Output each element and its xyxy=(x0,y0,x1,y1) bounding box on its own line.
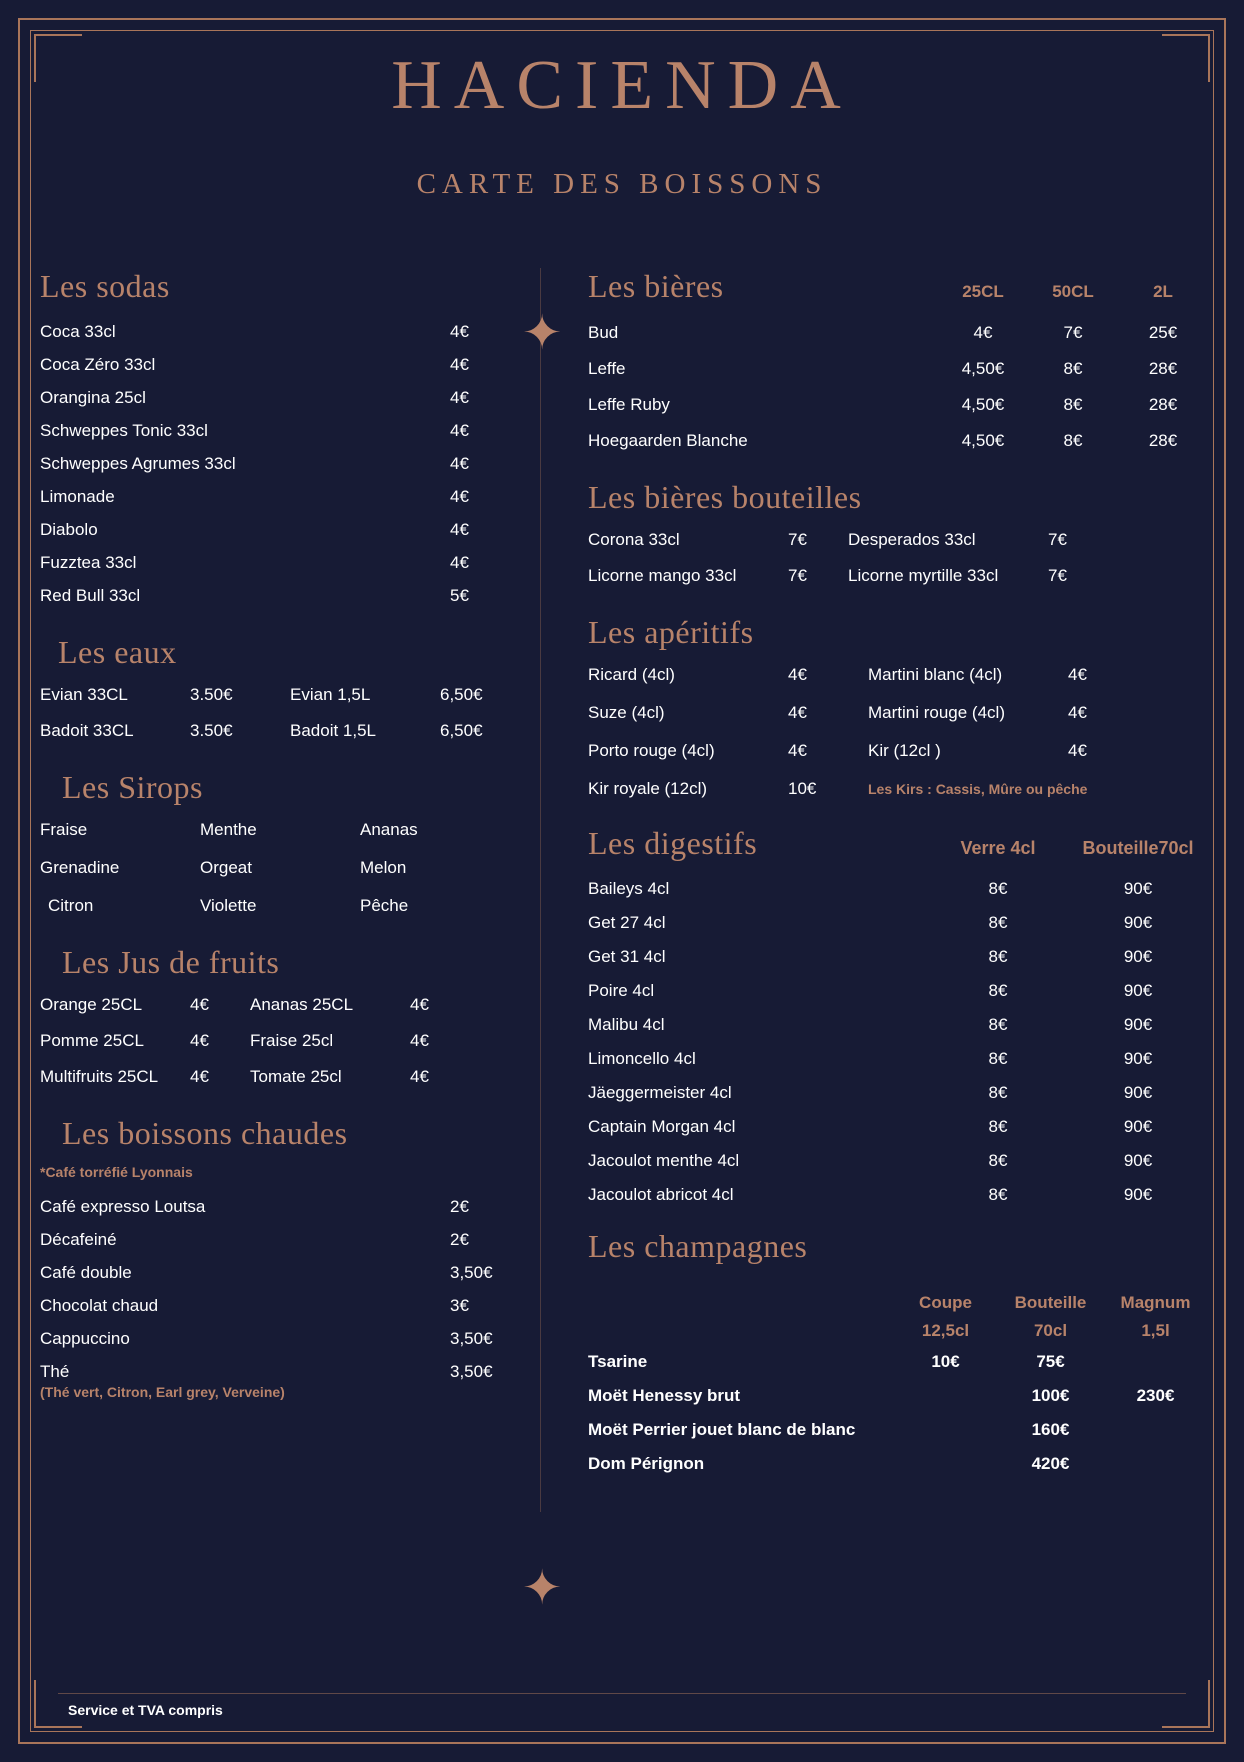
spacer xyxy=(588,1293,893,1313)
column-header: Magnum xyxy=(1120,1293,1191,1312)
digestifs-header-row xyxy=(588,825,1208,862)
cell: 4€ xyxy=(1068,741,1087,760)
cell: Melon xyxy=(360,858,407,877)
cell: Corona 33cl xyxy=(588,530,680,549)
item-name: Schweppes Tonic 33cl xyxy=(40,421,208,440)
left-column xyxy=(40,268,520,1406)
column-header: 12,5cl xyxy=(921,1321,970,1340)
column-divider xyxy=(540,268,541,1512)
cell: Orgeat xyxy=(200,858,252,877)
star-ornament-bottom: ✦ xyxy=(522,1562,563,1615)
section-sodas xyxy=(40,268,520,612)
column-header: 2L xyxy=(1153,282,1173,301)
digestifs-heading: Les digestifs xyxy=(588,825,758,861)
table-row xyxy=(588,1042,1208,1076)
list-item xyxy=(40,447,520,480)
champagnes-heading: Les champagnes xyxy=(588,1228,808,1264)
bieres-rows xyxy=(588,315,1208,459)
section-boissons-chaudes xyxy=(40,1115,520,1400)
sodas-rows xyxy=(40,315,520,612)
cell: 6,50€ xyxy=(440,721,483,740)
cell: Menthe xyxy=(200,820,257,839)
item-name: Leffe xyxy=(588,359,626,378)
item-name: Schweppes Agrumes 33cl xyxy=(40,454,236,473)
item-name: Leffe Ruby xyxy=(588,395,670,414)
item-name: Get 27 4cl xyxy=(588,913,666,932)
item-name: Limonade xyxy=(40,487,115,506)
list-item xyxy=(40,1289,520,1322)
item-price: 8€ xyxy=(988,981,1008,1000)
item-name: Jacoulot abricot 4cl xyxy=(588,1185,734,1204)
champagnes-rows xyxy=(588,1345,1208,1481)
table-row xyxy=(588,974,1208,1008)
list-item xyxy=(40,480,520,513)
item-price: 28€ xyxy=(1148,395,1178,414)
item-name: Moët Henessy brut xyxy=(588,1386,741,1405)
cell: Badoit 33CL xyxy=(40,721,134,740)
cell: Violette xyxy=(200,896,257,915)
section-aperitifs xyxy=(588,614,1208,799)
section-sirops xyxy=(40,769,520,916)
item-price: 8€ xyxy=(988,947,1008,966)
item-name: Coca Zéro 33cl xyxy=(40,355,156,374)
eaux-heading: Les eaux xyxy=(58,634,177,670)
item-price: 8€ xyxy=(988,1049,1008,1068)
item-name: Coca 33cl xyxy=(40,322,116,341)
item-price: 4€ xyxy=(450,520,469,539)
item-price: 90€ xyxy=(1123,1117,1153,1136)
cell: Licorne mango 33cl xyxy=(588,566,737,585)
cell: 7€ xyxy=(788,530,807,549)
cell: Kir royale (12cl) xyxy=(588,779,708,798)
table-row xyxy=(588,906,1208,940)
item-price: 2€ xyxy=(450,1230,469,1249)
item-name: Bud xyxy=(588,323,619,342)
cell: Multifruits 25CL xyxy=(40,1067,159,1086)
item-name: Café double xyxy=(40,1263,132,1282)
item-price: 160€ xyxy=(1031,1420,1070,1439)
item-price: 420€ xyxy=(1031,1454,1070,1473)
column-header: 70cl xyxy=(1033,1321,1068,1340)
cell: 6,50€ xyxy=(440,685,483,704)
cell: 3.50€ xyxy=(190,685,233,704)
footer-divider xyxy=(58,1693,1186,1694)
aperitifs-heading: Les apéritifs xyxy=(588,614,754,650)
table-row xyxy=(588,940,1208,974)
item-name: Malibu 4cl xyxy=(588,1015,665,1034)
cell: Tomate 25cl xyxy=(250,1067,342,1086)
item-price: 90€ xyxy=(1123,1015,1153,1034)
item-price: 100€ xyxy=(1031,1386,1070,1405)
list-item xyxy=(40,348,520,381)
item-price: 90€ xyxy=(1123,947,1153,966)
item-name: Poire 4cl xyxy=(588,981,655,1000)
jus-grid xyxy=(40,995,520,1087)
list-item xyxy=(40,315,520,348)
item-name: Chocolat chaud xyxy=(40,1296,159,1315)
item-price: 4,50€ xyxy=(961,359,1005,378)
item-name: Limoncello 4cl xyxy=(588,1049,696,1068)
item-price: 7€ xyxy=(1063,323,1083,342)
item-name: Café expresso Loutsa xyxy=(40,1197,206,1216)
bieres-header-row xyxy=(588,268,1208,305)
cell: Ananas xyxy=(360,820,418,839)
cell: 7€ xyxy=(788,566,807,585)
column-header: Bouteille xyxy=(1014,1293,1087,1312)
list-item xyxy=(40,414,520,447)
item-name: Tsarine xyxy=(588,1352,648,1371)
table-row xyxy=(588,1008,1208,1042)
item-price: 28€ xyxy=(1148,359,1178,378)
column-header: 25CL xyxy=(962,282,1004,301)
item-price: 230€ xyxy=(1136,1386,1175,1405)
item-price: 8€ xyxy=(1063,359,1083,378)
item-name: Red Bull 33cl xyxy=(40,586,141,605)
item-price: 3,50€ xyxy=(450,1362,493,1381)
item-price: 4€ xyxy=(973,323,993,342)
cell: 4€ xyxy=(190,1067,209,1086)
cell: Martini rouge (4cl) xyxy=(868,703,1005,722)
cell: Citron xyxy=(48,896,94,915)
item-price: 3,50€ xyxy=(450,1263,493,1282)
aperitifs-grid xyxy=(588,665,1208,799)
item-price: 90€ xyxy=(1123,879,1153,898)
jus-heading: Les Jus de fruits xyxy=(62,944,280,980)
cell: Desperados 33cl xyxy=(848,530,976,549)
bouteilles-grid xyxy=(588,530,1208,586)
cell: Fraise 25cl xyxy=(250,1031,334,1050)
cell: 4€ xyxy=(190,995,209,1014)
list-item xyxy=(40,1190,520,1223)
sirops-grid xyxy=(40,820,520,916)
item-price: 90€ xyxy=(1123,913,1153,932)
item-price: 8€ xyxy=(988,913,1008,932)
corner-bracket-bottom-right xyxy=(1162,1680,1210,1728)
cell: Pomme 25CL xyxy=(40,1031,144,1050)
table-row xyxy=(588,1144,1208,1178)
cell: 4€ xyxy=(410,1031,429,1050)
cell: 10€ xyxy=(788,779,817,798)
menu-subtitle: CARTE DES BOISSONS xyxy=(416,168,828,200)
list-item xyxy=(40,546,520,579)
eaux-grid xyxy=(40,685,520,741)
section-eaux xyxy=(40,634,520,741)
cell: Orange 25CL xyxy=(40,995,143,1014)
bouteilles-heading: Les bières bouteilles xyxy=(588,479,862,515)
cell: Evian 33CL xyxy=(40,685,128,704)
cell: 4€ xyxy=(788,665,807,684)
item-price: 4€ xyxy=(450,388,469,407)
item-price: 90€ xyxy=(1123,1049,1153,1068)
item-price: 4,50€ xyxy=(961,395,1005,414)
table-row xyxy=(588,1379,1208,1413)
table-row xyxy=(588,1178,1208,1212)
restaurant-title: HACIENDA xyxy=(391,47,853,124)
cell: 4€ xyxy=(788,741,807,760)
cell: Evian 1,5L xyxy=(290,685,371,704)
list-item xyxy=(40,579,520,612)
section-bieres-bouteilles xyxy=(588,479,1208,586)
item-price: 3€ xyxy=(450,1296,469,1315)
item-name: Dom Pérignon xyxy=(588,1454,705,1473)
list-item xyxy=(40,381,520,414)
cell: 7€ xyxy=(1048,530,1067,549)
item-price: 4€ xyxy=(450,355,469,374)
list-item xyxy=(40,1256,520,1289)
table-row xyxy=(588,1413,1208,1447)
item-name: Cappuccino xyxy=(40,1329,130,1348)
item-price: 4€ xyxy=(450,454,469,473)
item-price: 5€ xyxy=(450,586,469,605)
item-name: Baileys 4cl xyxy=(588,879,670,898)
item-price: 8€ xyxy=(1063,395,1083,414)
sodas-heading: Les sodas xyxy=(40,268,170,304)
column-header: 1,5l xyxy=(1141,1321,1170,1340)
digestifs-column-headers xyxy=(928,838,1208,859)
item-name: Orangina 25cl xyxy=(40,388,146,407)
kirs-note: Les Kirs : Cassis, Mûre ou pêche xyxy=(868,781,1088,797)
item-name: Jäeggermeister 4cl xyxy=(588,1083,732,1102)
cell: 7€ xyxy=(1048,566,1067,585)
table-row xyxy=(588,872,1208,906)
cell: Porto rouge (4cl) xyxy=(588,741,715,760)
spacer xyxy=(588,1321,893,1341)
cell: Licorne myrtille 33cl xyxy=(848,566,999,585)
table-row xyxy=(588,351,1208,387)
item-price: 8€ xyxy=(988,1015,1008,1034)
column-header: Verre 4cl xyxy=(960,838,1036,858)
item-price: 4,50€ xyxy=(961,431,1005,450)
column-header: 50CL xyxy=(1052,282,1094,301)
cell: 4€ xyxy=(190,1031,209,1050)
table-row xyxy=(588,1110,1208,1144)
item-name: Get 31 4cl xyxy=(588,947,666,966)
cell: Martini blanc (4cl) xyxy=(868,665,1003,684)
item-name: Jacoulot menthe 4cl xyxy=(588,1151,740,1170)
table-row xyxy=(588,1345,1208,1379)
item-price: 10€ xyxy=(931,1352,960,1371)
chaudes-rows xyxy=(40,1190,520,1388)
column-header: Bouteille70cl xyxy=(1082,838,1194,858)
champagnes-column-headers-bottom xyxy=(588,1321,1208,1341)
cell: Suze (4cl) xyxy=(588,703,665,722)
tea-note: (Thé vert, Citron, Earl grey, Verveine) xyxy=(40,1384,285,1400)
champagnes-column-headers-top xyxy=(588,1293,1208,1313)
item-name: Décafeiné xyxy=(40,1230,117,1249)
section-digestifs xyxy=(588,825,1208,1212)
right-column xyxy=(588,268,1208,1487)
item-price: 90€ xyxy=(1123,1185,1153,1204)
item-price: 25€ xyxy=(1148,323,1178,342)
item-name: Moët Perrier jouet blanc de blanc xyxy=(588,1420,856,1439)
item-price: 4€ xyxy=(450,421,469,440)
item-name: Diabolo xyxy=(40,520,98,539)
item-price: 8€ xyxy=(988,1117,1008,1136)
chaudes-heading: Les boissons chaudes xyxy=(62,1115,348,1151)
star-ornament-top: ✦ xyxy=(522,307,563,360)
item-price: 90€ xyxy=(1123,1151,1153,1170)
cell: Ricard (4cl) xyxy=(588,665,675,684)
cell: 4€ xyxy=(788,703,807,722)
table-row xyxy=(588,1447,1208,1481)
item-price: 4€ xyxy=(450,322,469,341)
footer-text: Service et TVA compris xyxy=(68,1702,223,1718)
item-price: 75€ xyxy=(1036,1352,1065,1371)
column-header: Coupe xyxy=(919,1293,972,1312)
table-row xyxy=(588,315,1208,351)
cell: Grenadine xyxy=(40,858,120,877)
item-price: 8€ xyxy=(1063,431,1083,450)
section-champagnes xyxy=(588,1228,1208,1481)
cell: Fraise xyxy=(40,820,88,839)
bieres-heading: Les bières xyxy=(588,268,724,304)
section-jus xyxy=(40,944,520,1087)
cell: 4€ xyxy=(1068,703,1087,722)
cell: Badoit 1,5L xyxy=(290,721,377,740)
table-row xyxy=(588,387,1208,423)
table-row xyxy=(588,1076,1208,1110)
item-price: 8€ xyxy=(988,1185,1008,1204)
cell: Ananas 25CL xyxy=(250,995,354,1014)
cell: 4€ xyxy=(410,1067,429,1086)
item-price: 28€ xyxy=(1148,431,1178,450)
item-name: Thé xyxy=(40,1362,70,1381)
item-name: Captain Morgan 4cl xyxy=(588,1117,736,1136)
item-price: 4€ xyxy=(450,553,469,572)
item-price: 8€ xyxy=(988,1151,1008,1170)
item-name: Fuzztea 33cl xyxy=(40,553,137,572)
cell: 4€ xyxy=(1068,665,1087,684)
cell: 4€ xyxy=(410,995,429,1014)
cell: 3.50€ xyxy=(190,721,233,740)
list-item xyxy=(40,1322,520,1355)
item-price: 4€ xyxy=(450,487,469,506)
digestifs-rows xyxy=(588,872,1208,1212)
list-item xyxy=(40,1223,520,1256)
item-price: 90€ xyxy=(1123,981,1153,1000)
sirops-heading: Les Sirops xyxy=(62,769,203,805)
item-price: 8€ xyxy=(988,1083,1008,1102)
coffee-note: *Café torréfié Lyonnais xyxy=(40,1164,193,1180)
table-row xyxy=(588,423,1208,459)
cell: Kir (12cl ) xyxy=(868,741,941,760)
list-item xyxy=(40,513,520,546)
bieres-column-headers xyxy=(938,282,1208,302)
section-bieres xyxy=(588,268,1208,459)
item-name: Hoegaarden Blanche xyxy=(588,431,748,450)
item-price: 8€ xyxy=(988,879,1008,898)
item-price: 2€ xyxy=(450,1197,469,1216)
item-price: 3,50€ xyxy=(450,1329,493,1348)
cell: Pêche xyxy=(360,896,409,915)
item-price: 90€ xyxy=(1123,1083,1153,1102)
